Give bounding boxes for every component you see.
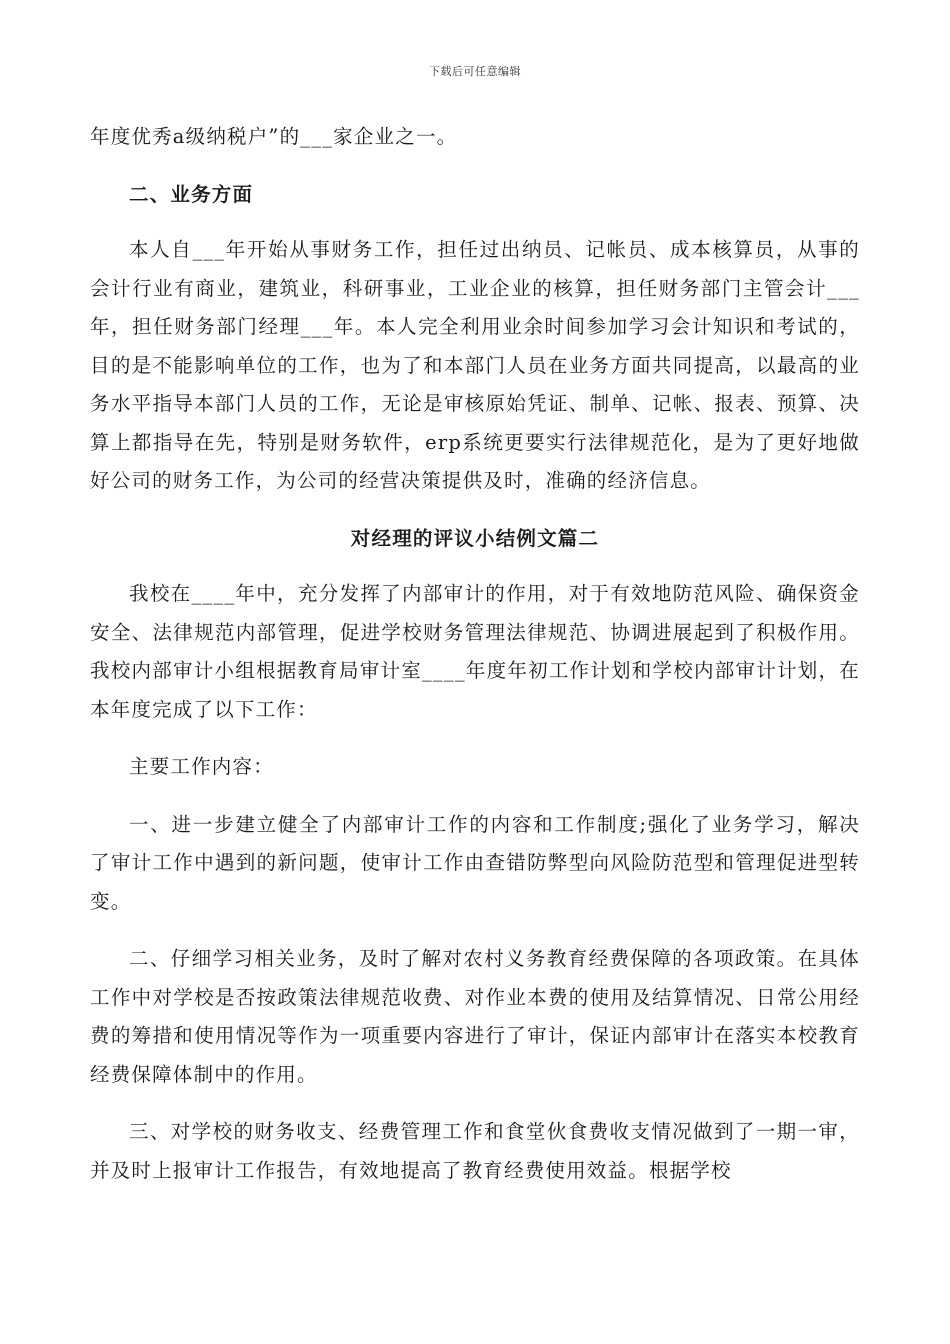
article-title: 对经理的评议小结例文篇二 <box>350 526 600 550</box>
paragraph-business: 本人自___年开始从事财务工作，担任过出纳员、记帐员、成本核算员，从事的会计行业有商业，建筑业，科研事业，工业企业的核算，担任财务部门主管会计___年，担任财务部门经理___年。本人完全利用业余时间参加学习会计知识和考试的，目的是不能影响单位的工作，也为了和本部门人员在业务方面共同提高，以最高的业务水平指导本部门人员的工作，无论是审核原始凭证、制单、记帐、报表、预算、决算上都指导在先，特别是财务软件，erp系统更要实行法律规范化，是为了更好地做好公司的财务工作，为公司的经营决策提供及时，准确的经济信息。 <box>90 238 860 492</box>
section-heading-business: 二、业务方面 <box>129 182 254 206</box>
paragraph-item-2: 二、仔细学习相关业务，及时了解对农村义务教育经费保障的各项政策。在具体工作中对学校是否按政策法律规范收费、对作业本费的使用及结算情况、日常公用经费的筹措和使用情况等作为一项重要内容进行了审计，保证内部审计在落实本校教育经费保障体制中的作用。 <box>90 947 860 1086</box>
paragraph-main-content-label: 主要工作内容： <box>129 755 274 778</box>
paragraph-item-3: 三、对学校的财务收支、经费管理工作和食堂伙食费收支情况做到了一期一审，并及时上报审计工作报告，有效地提高了教育经费使用效益。根据学校 <box>90 1120 860 1182</box>
header-note: 下载后可任意编辑 <box>429 65 521 78</box>
paragraph-continuation: 年度优秀a级纳税户”的___家企业之一。 <box>90 125 458 148</box>
paragraph-item-1: 一、进一步建立健全了内部审计工作的内容和工作制度;强化了业务学习，解决了审计工作中遇到的新问题，使审计工作由查错防弊型向风险防范型和管理促进型转变。 <box>90 812 860 913</box>
paragraph-intro: 我校在____年中，充分发挥了内部审计的作用，对于有效地防范风险、确保资金安全、法律规范内部管理，促进学校财务管理法律规范、协调进展起到了积极作用。我校内部审计小组根据教育局审计室____年度年初工作计划和学校内部审计计划，在本年度完成了以下工作： <box>90 582 860 721</box>
document-body <box>90 118 860 1190</box>
